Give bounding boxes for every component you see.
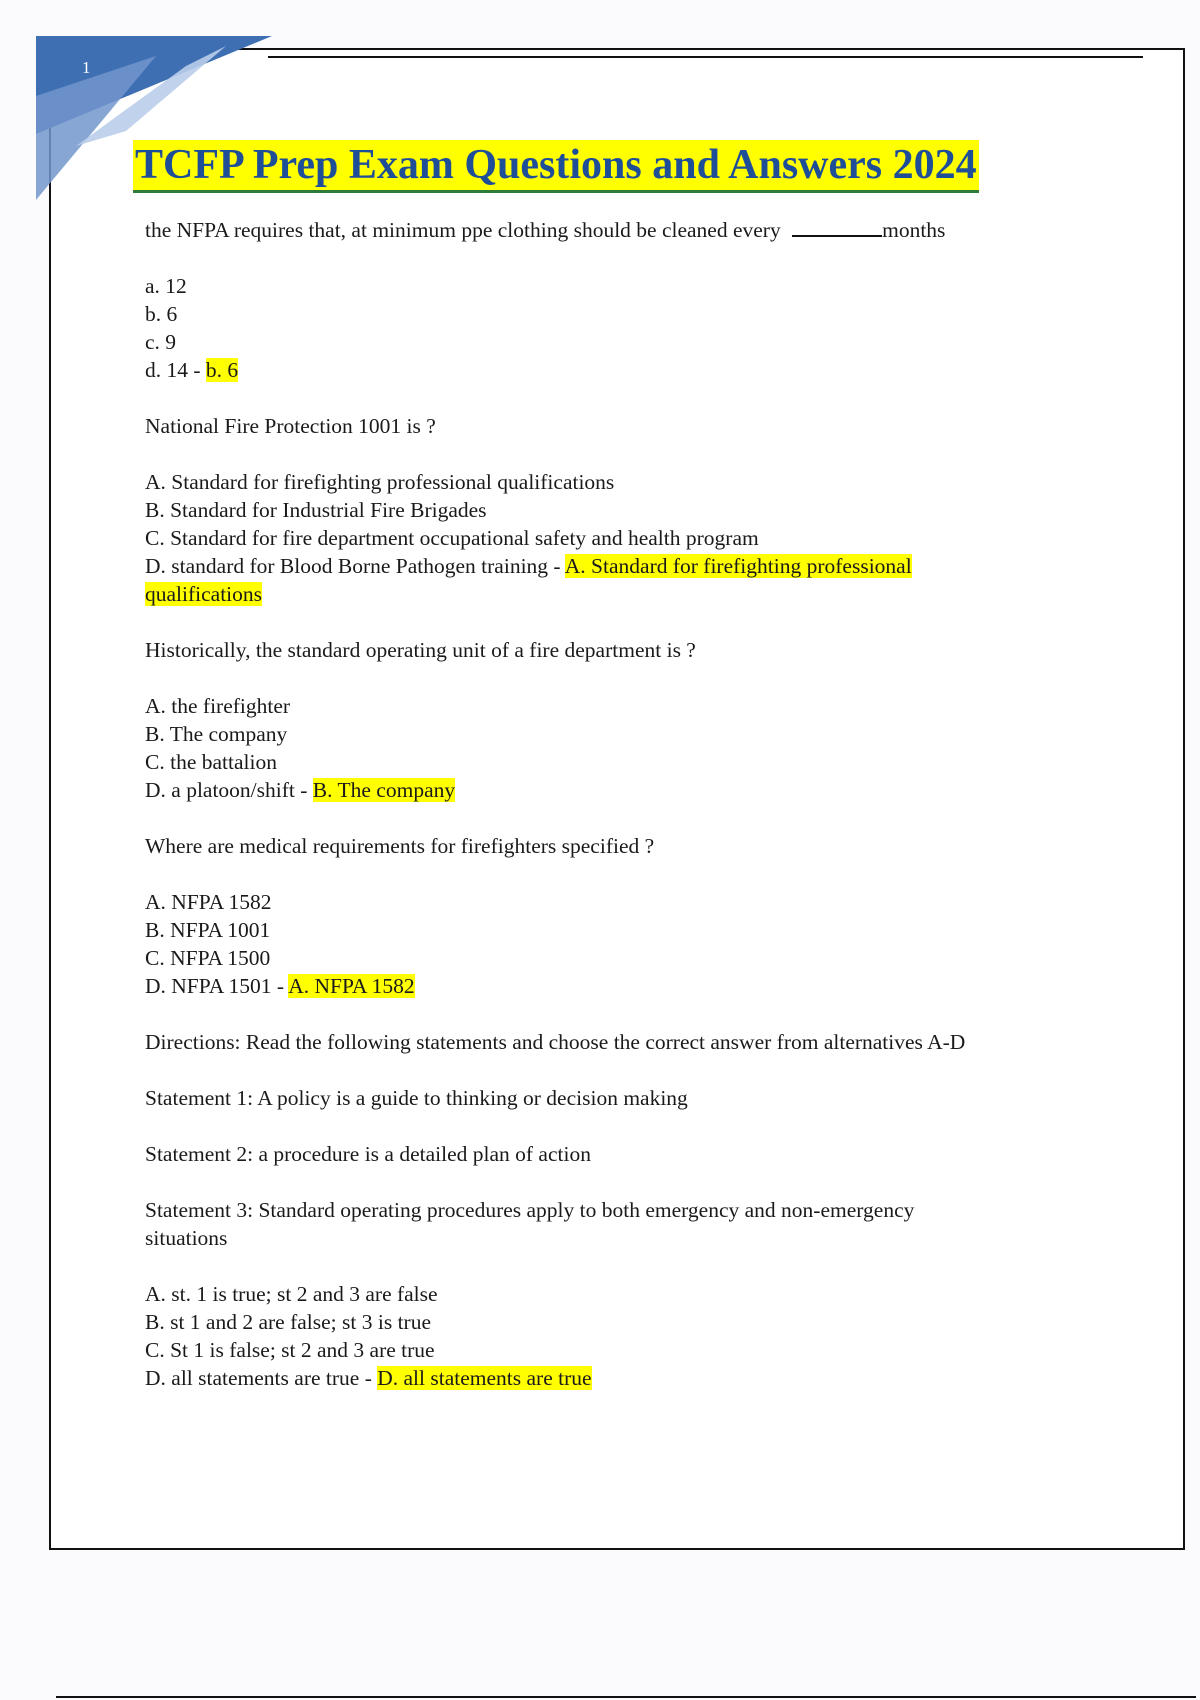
question-5-directions: Directions: Read the following statements and choose the correct answer from alternatives A-D — [145, 1030, 966, 1054]
question-1-option: a. 12 — [145, 274, 187, 298]
question-4-answer: A. NFPA 1582 — [288, 974, 415, 998]
question-1-option: c. 9 — [145, 330, 177, 354]
question-4-option: C. NFPA 1500 — [145, 946, 271, 970]
question-5-option: C. St 1 is false; st 2 and 3 are true — [145, 1338, 435, 1362]
question-1-prompt-suffix: months — [882, 218, 946, 242]
question-2-option: A. Standard for firefighting professional qualifications — [145, 470, 615, 494]
question-2-option: B. Standard for Industrial Fire Brigades — [145, 498, 487, 522]
question-2-prompt: National Fire Protection 1001 is ? — [145, 414, 436, 438]
statement-3: Statement 3: Standard operating procedures apply to both emergency and non-emergency — [145, 1198, 915, 1222]
question-2-option: C. Standard for fire department occupational safety and health program — [145, 526, 759, 550]
question-3-option: C. the battalion — [145, 750, 277, 774]
question-3-option-text: D. a platoon/shift - — [145, 778, 313, 802]
question-4-option-last — [145, 972, 1085, 1000]
question-4-prompt: Where are medical requirements for firefighters specified ? — [145, 834, 655, 858]
question-5-option: B. st 1 and 2 are false; st 3 is true — [145, 1310, 432, 1334]
document-title: TCFP Prep Exam Questions and Answers 2024 — [133, 140, 979, 193]
question-5-option-text: D. all statements are true - — [145, 1366, 378, 1390]
statement-3-continued: situations — [145, 1226, 228, 1250]
question-4-option: A. NFPA 1582 — [145, 890, 272, 914]
statement-2: Statement 2: a procedure is a detailed plan of action — [145, 1142, 591, 1166]
answer-blank — [792, 217, 882, 237]
question-5-option-last — [145, 1364, 1085, 1392]
question-3-option: A. the firefighter — [145, 694, 291, 718]
question-2-answer: A. Standard for firefighting professional — [564, 554, 912, 578]
question-3-option: B. The company — [145, 722, 288, 746]
footer-rule — [56, 1696, 1196, 1698]
question-1-prompt-text: the NFPA requires that, at minimum ppe clothing should be cleaned every — [145, 218, 781, 242]
question-1-prompt — [145, 216, 1085, 244]
document-body — [145, 216, 1085, 1392]
page-number: 1 — [82, 58, 91, 77]
question-1-answer: b. 6 — [205, 358, 239, 382]
question-4-option-text: D. NFPA 1501 - — [145, 974, 289, 998]
question-2-answer-part2: qualifications — [145, 582, 263, 606]
question-2-option-text: D. standard for Blood Borne Pathogen training - — [145, 554, 565, 578]
question-1-option-text: d. 14 - — [145, 358, 206, 382]
question-4-option: B. NFPA 1001 — [145, 918, 271, 942]
header-rule — [268, 56, 1143, 58]
question-5-answer: D. all statements are true — [377, 1366, 592, 1390]
question-1-option: b. 6 — [145, 302, 178, 326]
question-1-option-last — [145, 356, 1085, 384]
statement-1: Statement 1: A policy is a guide to thinking or decision making — [145, 1086, 688, 1110]
question-2-answer-continued — [145, 580, 1085, 608]
question-3-prompt: Historically, the standard operating unit of a fire department is ? — [145, 638, 696, 662]
question-3-option-last — [145, 776, 1085, 804]
question-3-answer: B. The company — [312, 778, 456, 802]
question-2-option-last — [145, 552, 1085, 580]
question-5-option: A. st. 1 is true; st 2 and 3 are false — [145, 1282, 438, 1306]
